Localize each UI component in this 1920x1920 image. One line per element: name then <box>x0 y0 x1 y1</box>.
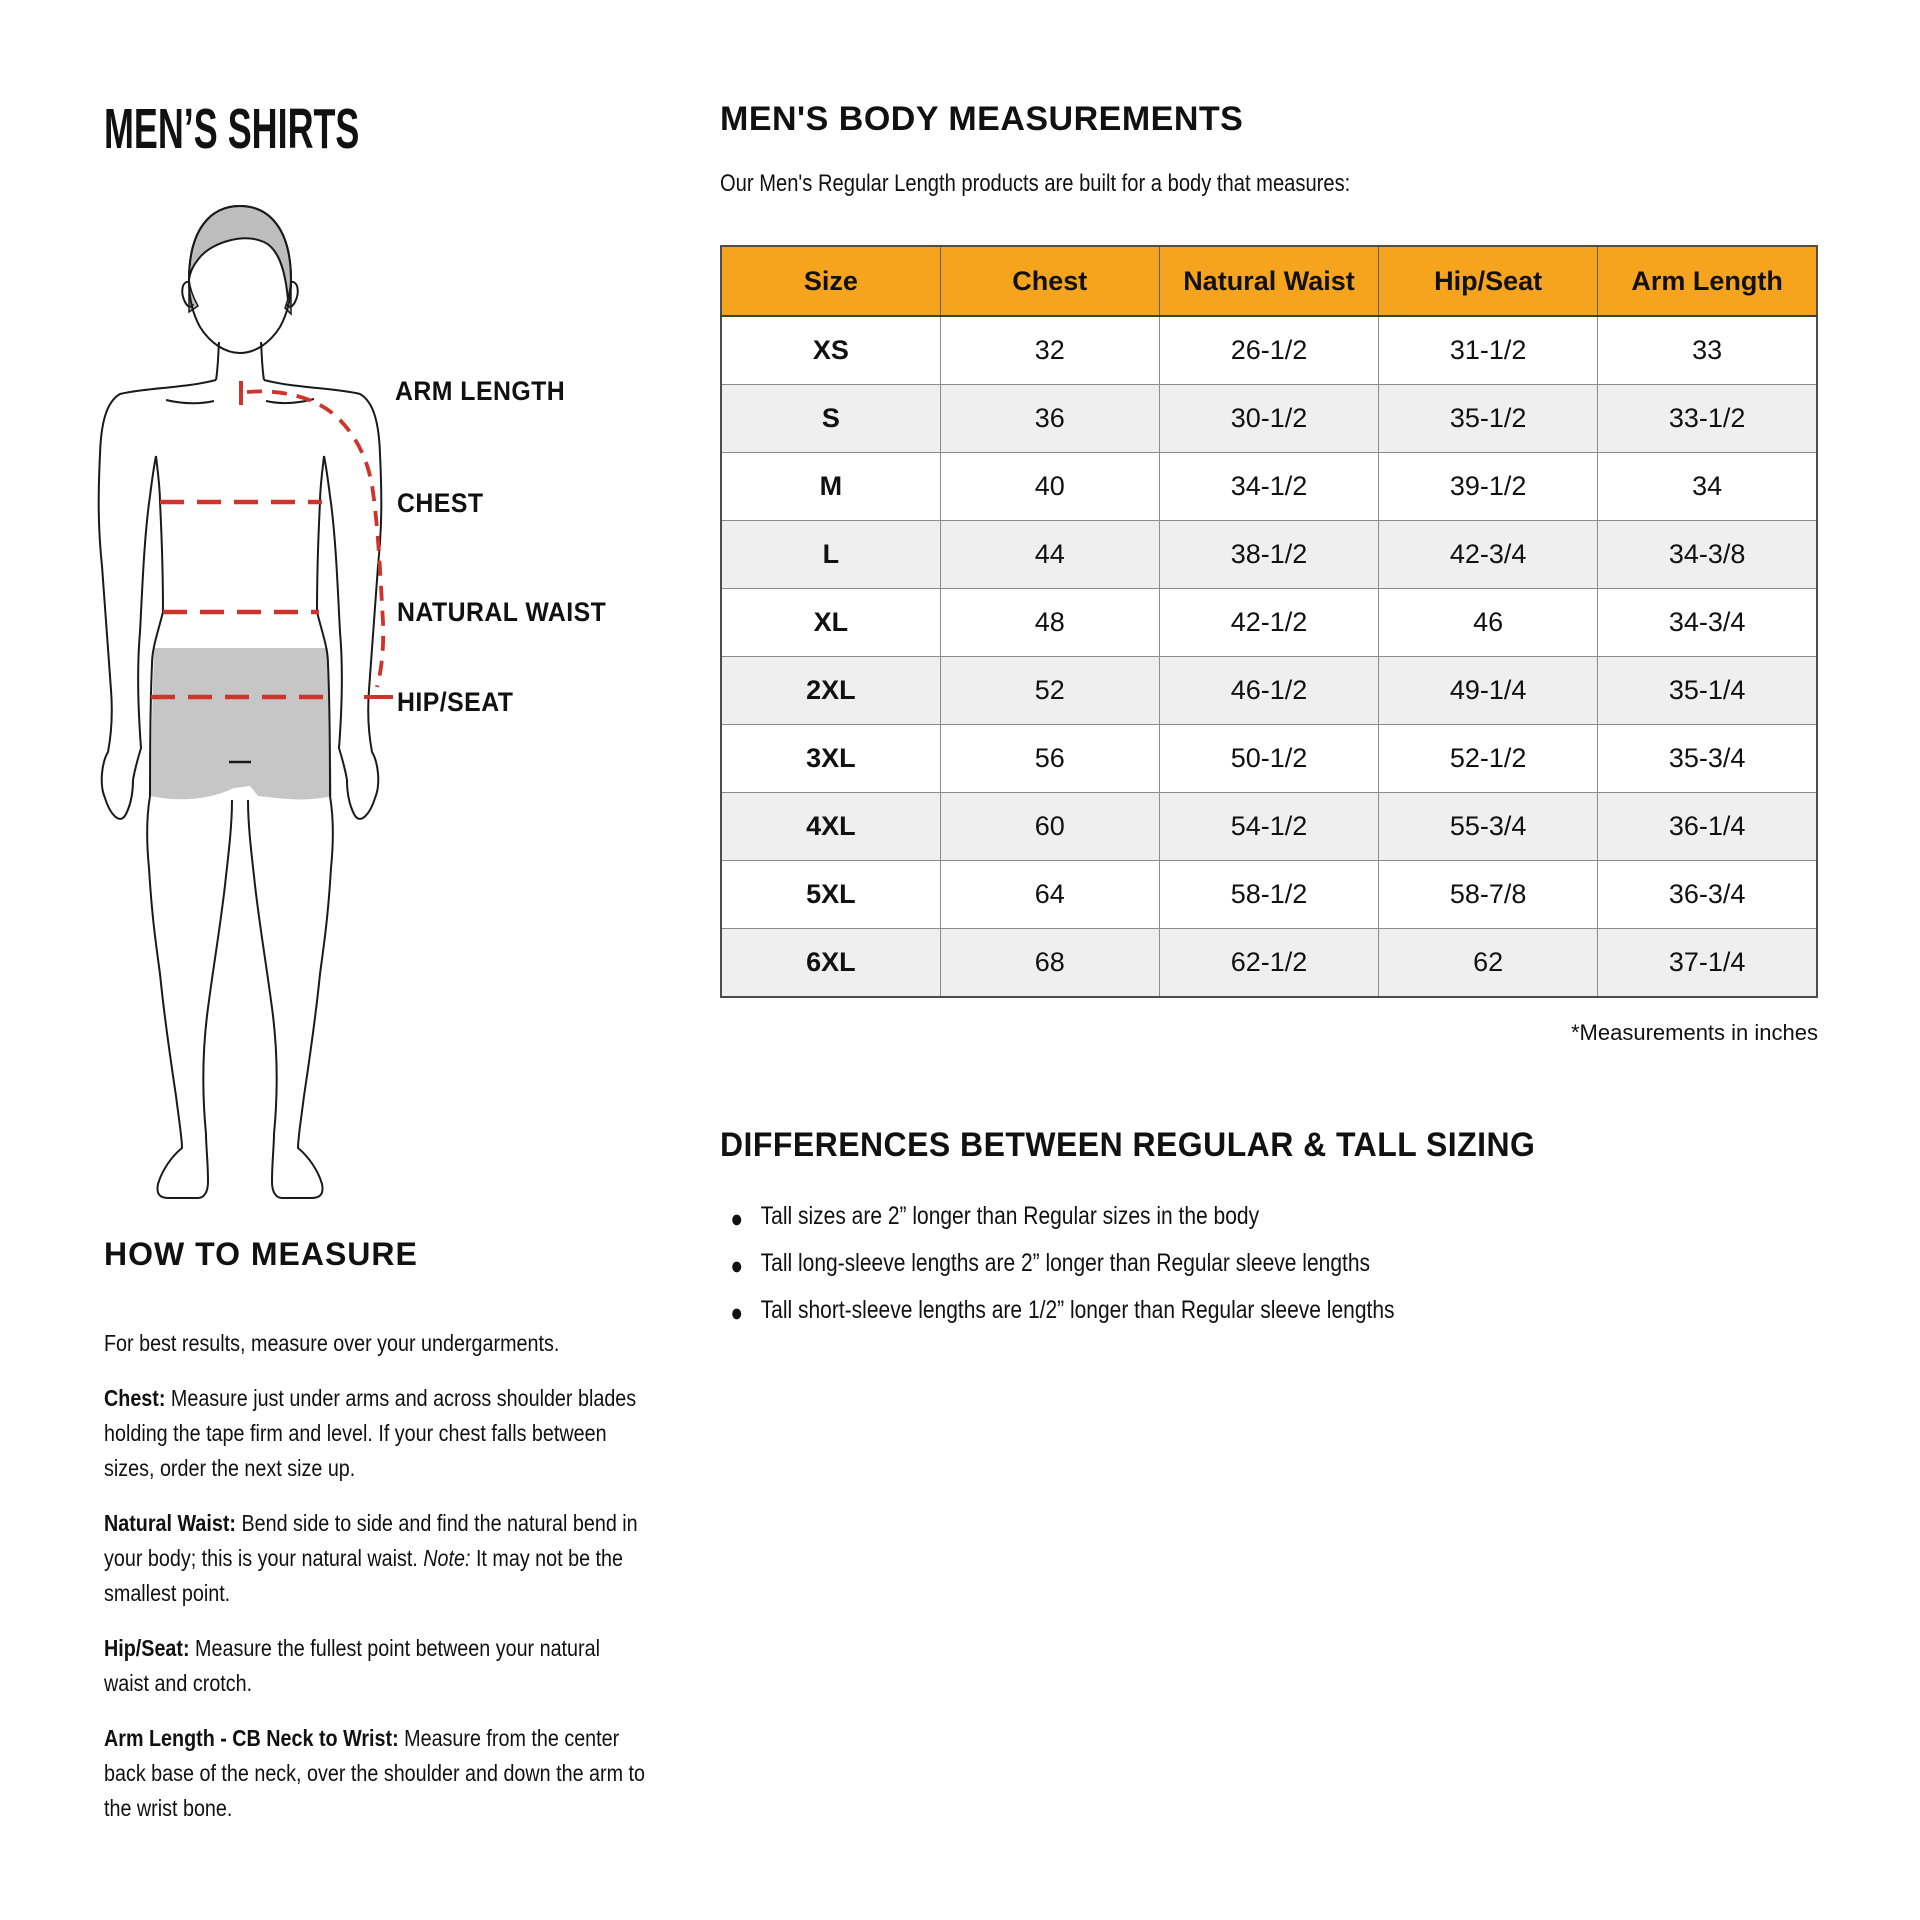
measurement-cell: 36-1/4 <box>1598 793 1817 861</box>
difference-bullet <box>722 1249 1395 1280</box>
measurements-subtitle: Our Men's Regular Length products are built for a body that measures: <box>720 170 1351 197</box>
table-row <box>721 589 1817 657</box>
measurement-cell: 33-1/2 <box>1598 385 1817 453</box>
measurement-cell: 60 <box>940 793 1159 861</box>
size-table <box>720 245 1818 998</box>
measurement-cell: 58-1/2 <box>1159 861 1378 929</box>
measurement-cell: 56 <box>940 725 1159 793</box>
measurement-cell: 62-1/2 <box>1159 929 1378 998</box>
figure-label-chest: CHEST <box>397 488 484 518</box>
shorts-shape <box>150 648 332 799</box>
measurement-cell: 35-1/4 <box>1598 657 1817 725</box>
measurement-cell: 31-1/2 <box>1379 316 1598 385</box>
size-cell: 6XL <box>721 929 940 998</box>
measurement-cell: 35-3/4 <box>1598 725 1817 793</box>
bullet-text: Tall long-sleeve lengths are 2” longer than Regular sleeve lengths <box>760 1249 1371 1277</box>
measurement-cell: 52 <box>940 657 1159 725</box>
measurement-cell: 35-1/2 <box>1379 385 1598 453</box>
bullet-dot-icon: ● <box>730 1252 744 1280</box>
measurement-cell: 52-1/2 <box>1379 725 1598 793</box>
measure-item-label: Hip/Seat: <box>104 1635 190 1661</box>
measure-item-chest <box>104 1381 650 1486</box>
measure-item-note-text: It may not be the smallest point. <box>104 1545 623 1606</box>
size-cell: 3XL <box>721 725 940 793</box>
column-header-hip-seat: Hip/Seat <box>1379 246 1598 316</box>
how-to-measure-heading: HOW TO MEASURE <box>104 1236 418 1272</box>
table-row <box>721 929 1817 998</box>
size-cell: 4XL <box>721 793 940 861</box>
measure-item-hip-seat <box>104 1631 650 1701</box>
measure-intro: For best results, measure over your undergarments. <box>104 1330 560 1356</box>
measurement-cell: 42-1/2 <box>1159 589 1378 657</box>
table-row <box>721 521 1817 589</box>
measurement-cell: 38-1/2 <box>1159 521 1378 589</box>
size-cell: XS <box>721 316 940 385</box>
torso-leg-left-outline <box>147 456 232 1198</box>
measurement-cell: 46-1/2 <box>1159 657 1378 725</box>
measure-item-text: Bend side to side and find the natural bend in your body; this is your natural waist. <box>104 1510 638 1571</box>
measurement-cell: 37-1/4 <box>1598 929 1817 998</box>
difference-bullet <box>722 1296 1395 1327</box>
bullet-text: Tall short-sleeve lengths are 1/2” longer than Regular sleeve lengths <box>760 1296 1395 1324</box>
table-row <box>721 861 1817 929</box>
measure-item-natural-waist <box>104 1506 650 1611</box>
hair-shape <box>189 206 291 300</box>
measurement-cell: 40 <box>940 453 1159 521</box>
table-row <box>721 657 1817 725</box>
measure-item-note-label: Note: <box>423 1545 471 1571</box>
table-footnote: *Measurements in inches <box>1570 1020 1818 1045</box>
measurement-cell: 34-3/8 <box>1598 521 1817 589</box>
measurement-cell: 36-3/4 <box>1598 861 1817 929</box>
measure-item-text: Measure just under arms and across shoulder blades holding the tape firm and level. If your chest falls between sizes, order the next size up. <box>104 1385 637 1481</box>
measure-item-text: Measure the fullest point between your natural waist and crotch. <box>104 1635 600 1696</box>
figure-label-arm-length: ARM LENGTH <box>395 376 566 406</box>
column-header-size: Size <box>721 246 940 316</box>
table-row <box>721 316 1817 385</box>
bullet-dot-icon: ● <box>730 1205 744 1233</box>
measurement-cell: 34 <box>1598 453 1817 521</box>
measure-item-label: Arm Length - CB Neck to Wrist: <box>104 1725 399 1751</box>
measurement-cell: 46 <box>1379 589 1598 657</box>
size-cell: L <box>721 521 940 589</box>
male-figure-illustration <box>96 196 396 1216</box>
table-row <box>721 793 1817 861</box>
figure-label-natural-waist: NATURAL WAIST <box>397 597 607 627</box>
bullet-text: Tall sizes are 2” longer than Regular sizes in the body <box>760 1202 1260 1230</box>
measurement-cell: 54-1/2 <box>1159 793 1378 861</box>
measurement-cell: 50-1/2 <box>1159 725 1378 793</box>
measurements-heading: MEN'S BODY MEASUREMENTS <box>720 100 1244 138</box>
column-header-chest: Chest <box>940 246 1159 316</box>
measurement-cell: 30-1/2 <box>1159 385 1378 453</box>
body-measurement-diagram <box>96 196 396 1216</box>
measurement-cell: 39-1/2 <box>1379 453 1598 521</box>
measurement-cell: 58-7/8 <box>1379 861 1598 929</box>
measurement-cell: 34-1/2 <box>1159 453 1378 521</box>
measurement-cell: 62 <box>1379 929 1598 998</box>
bullet-dot-icon: ● <box>730 1299 744 1327</box>
measurement-cell: 32 <box>940 316 1159 385</box>
measure-item-text: Measure from the center back base of the neck, over the shoulder and down the arm to the wrist bone. <box>104 1725 645 1821</box>
size-cell: 5XL <box>721 861 940 929</box>
measurement-cell: 34-3/4 <box>1598 589 1817 657</box>
page-title: MEN’S SHIRTS <box>104 97 360 161</box>
how-to-measure-body <box>104 1326 650 1846</box>
neck-lines <box>216 342 264 380</box>
differences-heading: DIFFERENCES BETWEEN REGULAR & TALL SIZING <box>720 1126 1536 1164</box>
measurement-cell: 44 <box>940 521 1159 589</box>
measurement-cell: 55-3/4 <box>1379 793 1598 861</box>
size-cell: XL <box>721 589 940 657</box>
arm-length-measure-path <box>247 391 383 687</box>
measure-item-arm-length <box>104 1721 650 1826</box>
measure-item-label: Natural Waist: <box>104 1510 236 1536</box>
measure-item-label: Chest: <box>104 1385 166 1411</box>
column-header-natural-waist: Natural Waist <box>1159 246 1378 316</box>
table-row <box>721 453 1817 521</box>
measurement-cell: 36 <box>940 385 1159 453</box>
column-header-arm-length: Arm Length <box>1598 246 1817 316</box>
measurement-cell: 26-1/2 <box>1159 316 1378 385</box>
torso-leg-right-outline <box>248 456 333 1198</box>
size-cell: M <box>721 453 940 521</box>
figure-label-hip-seat: HIP/SEAT <box>397 687 514 717</box>
difference-bullet <box>722 1202 1395 1233</box>
size-cell: 2XL <box>721 657 940 725</box>
measurement-cell: 42-3/4 <box>1379 521 1598 589</box>
measurement-cell: 64 <box>940 861 1159 929</box>
table-row <box>721 725 1817 793</box>
measurement-cell: 49-1/4 <box>1379 657 1598 725</box>
size-cell: S <box>721 385 940 453</box>
measurement-cell: 48 <box>940 589 1159 657</box>
measurement-cell: 33 <box>1598 316 1817 385</box>
table-row <box>721 385 1817 453</box>
differences-list <box>722 1202 1395 1343</box>
size-table-header <box>721 246 1817 316</box>
measurement-cell: 68 <box>940 929 1159 998</box>
